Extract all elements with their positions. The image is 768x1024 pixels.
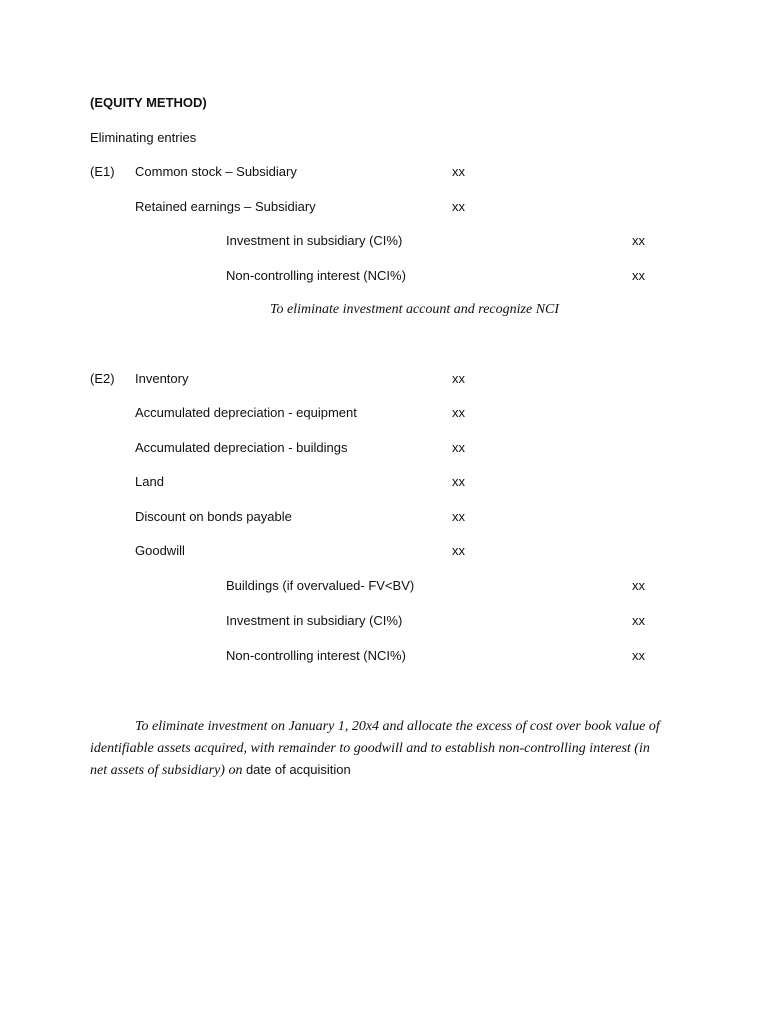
e1-debit-account: Retained earnings – Subsidiary [135, 199, 316, 214]
e1-credit-account: Investment in subsidiary (CI%) [226, 233, 403, 248]
e2-debit-account: Goodwill [135, 543, 185, 558]
e2-debit-account: Land [135, 474, 164, 489]
e2-debit-amount: xx [452, 405, 465, 420]
e1-debit-amount: xx [452, 164, 465, 179]
e2-credit-account: Buildings (if overvalued- FV<BV) [226, 578, 415, 593]
e2-debit-amount: xx [452, 474, 465, 489]
e1-debit-account: Common stock – Subsidiary [135, 164, 297, 179]
e2-debit-amount: xx [452, 440, 465, 455]
e2-credit-amount: xx [632, 648, 645, 663]
e2-debit-account: Inventory [135, 371, 189, 386]
e2-debit-amount: xx [452, 509, 465, 524]
e2-credit-account: Non-controlling interest (NCI%) [226, 648, 406, 663]
e1-credit-amount: xx [632, 268, 645, 283]
e1-explanation: To eliminate investment account and recognize NCI [270, 302, 560, 317]
e1-debit-amount: xx [452, 199, 465, 214]
e1-credit-account: Non-controlling interest (NCI%) [226, 268, 406, 283]
e2-credit-amount: xx [632, 578, 645, 593]
e2-explanation-tail: date of acquisition [245, 762, 351, 777]
e2-debit-amount: xx [452, 543, 465, 558]
entry-e2-label: (E2) [90, 371, 115, 386]
e2-debit-account: Accumulated depreciation - buildings [135, 440, 348, 455]
e2-credit-amount: xx [632, 613, 645, 628]
e2-debit-amount: xx [452, 371, 465, 386]
e2-credit-account: Investment in subsidiary (CI%) [226, 613, 403, 628]
e1-credit-amount: xx [632, 233, 645, 248]
e2-explanation [90, 716, 665, 782]
e2-explanation-main: To eliminate investment on January 1, 20x4 and allocate the excess of cost over book value of identifiable assets acquired, with remainder to goodwill and to establish non-controlling interest (in net assets of subsidiary) on [90, 719, 660, 778]
page-subheading: Eliminating entries [90, 130, 197, 145]
e2-debit-account: Discount on bonds payable [135, 509, 292, 524]
entry-e1-label: (E1) [90, 164, 115, 179]
e2-debit-account: Accumulated depreciation - equipment [135, 405, 357, 420]
page-heading: (EQUITY METHOD) [90, 95, 207, 110]
